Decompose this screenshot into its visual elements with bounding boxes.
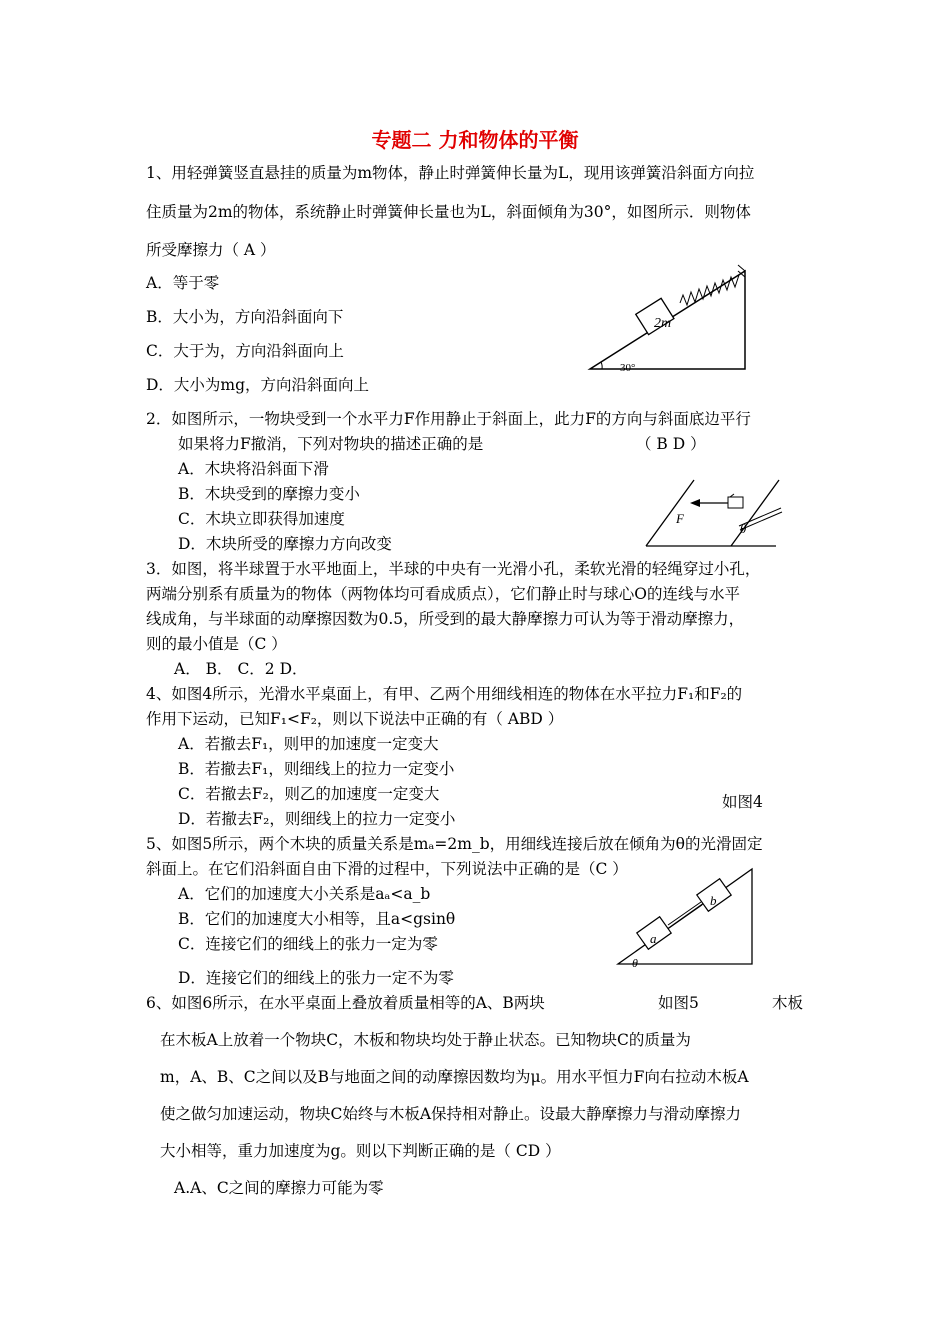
q6-line-3: m，A、B、C之间以及B与地面之间的动摩擦因数均为μ。用水平恒力F向右拉动木板A [160, 1068, 749, 1086]
q5-line-2: 斜面上。在它们沿斜面自由下滑的过程中，下列说法中正确的是（C ） [146, 860, 628, 878]
q5-option-d: D．连接它们的细线上的张力一定不为零 [178, 969, 454, 987]
q6-line-1-tail: 木板 [772, 994, 804, 1012]
q6-line-2: 在木板A上放着一个物块C，木板和物块均处于静止状态。已知物块C的质量为 [160, 1031, 691, 1049]
q6-option-a: A.A、C之间的摩擦力可能为零 [174, 1179, 384, 1197]
q4-line-1: 4、如图4所示，光滑水平桌面上，有甲、乙两个用细线相连的物体在水平拉力F₁和F₂的 [146, 685, 743, 703]
q5-line-1: 5、如图5所示，两个木块的质量关系是mₐ=2m_b，用细线连接后放在倾角为θ的光滑固定 [146, 835, 763, 853]
q3-line-2: 两端分别系有质量为的物体（两物体均可看成质点），它们静止时与球心O的连线与水平 [146, 585, 740, 603]
q5-option-c: C．连接它们的细线上的张力一定为零 [178, 935, 438, 953]
q5-option-b: B．它们的加速度大小相等，且a<gsinθ [178, 910, 456, 928]
q1-incline-figure [588, 265, 748, 375]
q2-option-d: D．木块所受的摩擦力方向改变 [178, 535, 392, 553]
q2-option-a: A．木块将沿斜面下滑 [178, 460, 329, 478]
q1-block-label: 2m [654, 316, 672, 331]
q4-option-c: C．若撤去F₂，则乙的加速度一定变大 [178, 785, 440, 803]
q1-line-3: 所受摩擦力（ A ） [146, 241, 276, 259]
q5-figure-label: 如图5 [658, 994, 699, 1012]
q2-option-c: C．木块立即获得加速度 [178, 510, 345, 528]
q1-angle-label: 30° [620, 362, 636, 374]
q1-option-c: C．大于为，方向沿斜面向上 [146, 342, 344, 360]
q5-option-a: A．它们的加速度大小关系是aₐ<a_b [178, 885, 431, 903]
q4-option-d: D．若撤去F₂，则细线上的拉力一定变小 [178, 810, 456, 828]
q4-line-2: 作用下运动，已知F₁<F₂，则以下说法中正确的有（ ABD ） [146, 710, 564, 728]
q2-line-1: 2．如图所示，一物块受到一个水平力F作用静止于斜面上，此力F的方向与斜面底边平行 [146, 410, 751, 428]
q4-option-a: A．若撤去F₁，则甲的加速度一定变大 [178, 735, 439, 753]
q1-line-2: 住质量为2m的物体，系统静止时弹簧伸长量也为L，斜面倾角为30°，如图所示．则物体 [146, 203, 751, 221]
q6-line-5: 大小相等，重力加速度为g。则以下判断正确的是（ CD ） [160, 1142, 561, 1160]
q2-force-label: F [676, 511, 684, 526]
q1-option-d: D．大小为mg，方向沿斜面向上 [146, 376, 370, 394]
q3-line-1: 3．如图，将半球置于水平地面上，半球的中央有一光滑小孔，柔软光滑的轻绳穿过小孔， [146, 560, 761, 578]
q5-angle-label: θ [632, 956, 638, 970]
q2-answer: （ B D ） [636, 435, 706, 453]
q4-figure-label: 如图4 [722, 793, 763, 811]
q6-line-1: 6、如图6所示，在水平桌面上叠放着质量相等的A、B两块 [146, 994, 545, 1012]
q5-incline-figure [616, 867, 756, 970]
q3-line-3: 线成角，与半球面的动摩擦因数为0.5，所受到的最大静摩擦力可认为等于滑动摩擦力， [146, 610, 745, 628]
q1-option-a: A．等于零 [146, 274, 220, 292]
q6-line-4: 使之做匀加速运动，物块C始终与木板A保持相对静止。设最大静摩擦力与滑动摩擦力 [160, 1105, 742, 1123]
q1-option-b: B．大小为，方向沿斜面向下 [146, 308, 344, 326]
q2-option-b: B．木块受到的摩擦力变小 [178, 485, 360, 503]
q5-block-b-label: b [710, 893, 717, 908]
q2-line-2: 如果将力F撤消，下列对物块的描述正确的是 [178, 435, 484, 453]
q2-angle-label: θ [740, 521, 747, 536]
page-title: 专题二 力和物体的平衡 [371, 128, 579, 152]
q2-incline-figure [644, 478, 784, 550]
q5-block-a-label: a [650, 931, 657, 946]
q3-options: A． B． C．2 D． [174, 660, 308, 678]
q4-option-b: B．若撤去F₁，则细线上的拉力一定变小 [178, 760, 455, 778]
q1-line-1: 1、用轻弹簧竖直悬挂的质量为m物体，静止时弹簧伸长量为L，现用该弹簧沿斜面方向拉 [146, 164, 755, 182]
q3-line-4: 则的最小值是（C ） [146, 635, 287, 653]
